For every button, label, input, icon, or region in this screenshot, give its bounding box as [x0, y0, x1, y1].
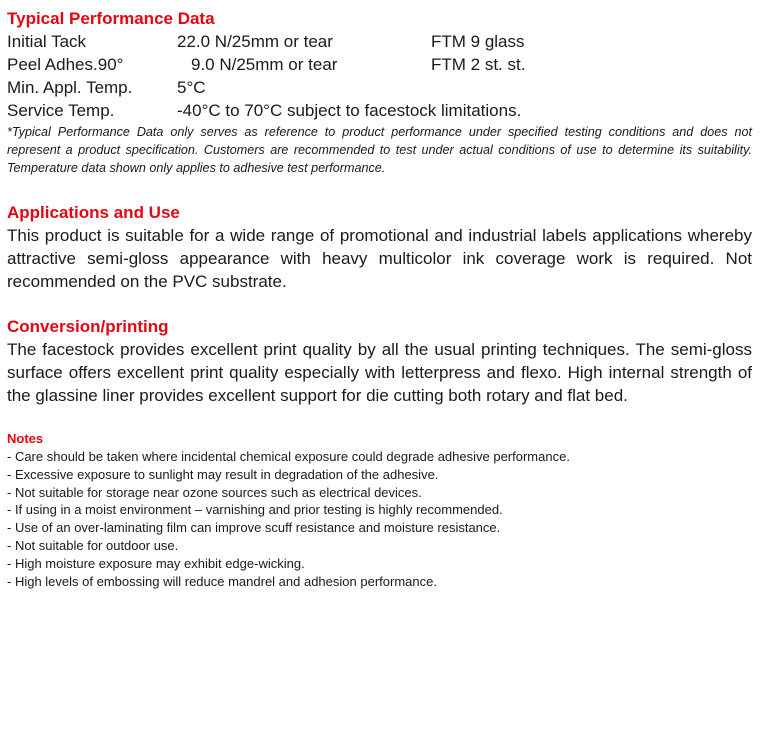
- spec-label: Min. Appl. Temp.: [7, 78, 133, 97]
- spec-row-initial-tack: [7, 30, 752, 53]
- spec-method: [431, 76, 752, 99]
- note-item: - Use of an over-laminating film can improve scuff resistance and moisture resistance.: [7, 520, 501, 536]
- notes-list: [7, 448, 752, 590]
- spec-value: 22.0 N/25mm or tear: [177, 32, 333, 51]
- conversion-text: The facestock provides excellent print quality by all the usual printing techniques. The semi-gloss surface offers excellent print quality especially with letterpress and flexo. High internal strength of the glassine liner provides excellent support for die cutting both rotary and flat bed.: [7, 340, 752, 405]
- notes-section: [7, 430, 752, 590]
- spec-method: FTM 9 glass: [431, 32, 525, 51]
- spec-row-service-temp: [7, 99, 752, 122]
- spec-value: -40°C to 70°C subject to facestock limitations.: [177, 101, 522, 120]
- applications-section: [7, 202, 752, 293]
- conversion-heading: Conversion/printing: [7, 317, 169, 336]
- performance-section: [7, 8, 752, 177]
- conversion-section: [7, 316, 752, 407]
- datasheet-page: [7, 8, 752, 590]
- note-item: - High moisture exposure may exhibit edge-wicking.: [7, 555, 305, 571]
- spec-row-min-appl-temp: [7, 76, 752, 99]
- note-item: - Not suitable for storage near ozone sources such as electrical devices.: [7, 484, 422, 500]
- notes-heading: Notes: [7, 431, 44, 446]
- performance-disclaimer: *Typical Performance Data only serves as reference to product performance under specified testing conditions and does not represent a product specification. Customers are recommended to test under actual conditions of use to determine its suitability. Temperature data shown only applies to adhesive test performance.: [7, 125, 752, 175]
- performance-heading: Typical Performance Data: [7, 9, 215, 28]
- note-item: - If using in a moist environment – varnishing and prior testing is highly recommended.: [7, 502, 503, 518]
- spec-label: Initial Tack: [7, 32, 87, 51]
- spec-method: FTM 2 st. st.: [431, 55, 526, 74]
- spec-row-peel-adhesion: [7, 53, 752, 76]
- spec-value: 5°C: [177, 78, 206, 97]
- note-item: - Excessive exposure to sunlight may result in degradation of the adhesive.: [7, 466, 439, 482]
- note-item: - High levels of embossing will reduce mandrel and adhesion performance.: [7, 573, 437, 589]
- applications-text: This product is suitable for a wide range of promotional and industrial labels applications whereby attractive semi-gloss appearance with heavy multicolor ink coverage work is required. Not recommended on the PVC substrate.: [7, 226, 752, 291]
- spec-label: Service Temp.: [7, 101, 115, 120]
- spec-label: Peel Adhes.90°: [7, 55, 124, 74]
- applications-heading: Applications and Use: [7, 203, 180, 222]
- note-item: - Not suitable for outdoor use.: [7, 537, 179, 553]
- spec-value: 9.0 N/25mm or tear: [191, 55, 338, 74]
- spec-table: [7, 30, 752, 122]
- note-item: - Care should be taken where incidental chemical exposure could degrade adhesive performance.: [7, 449, 570, 464]
